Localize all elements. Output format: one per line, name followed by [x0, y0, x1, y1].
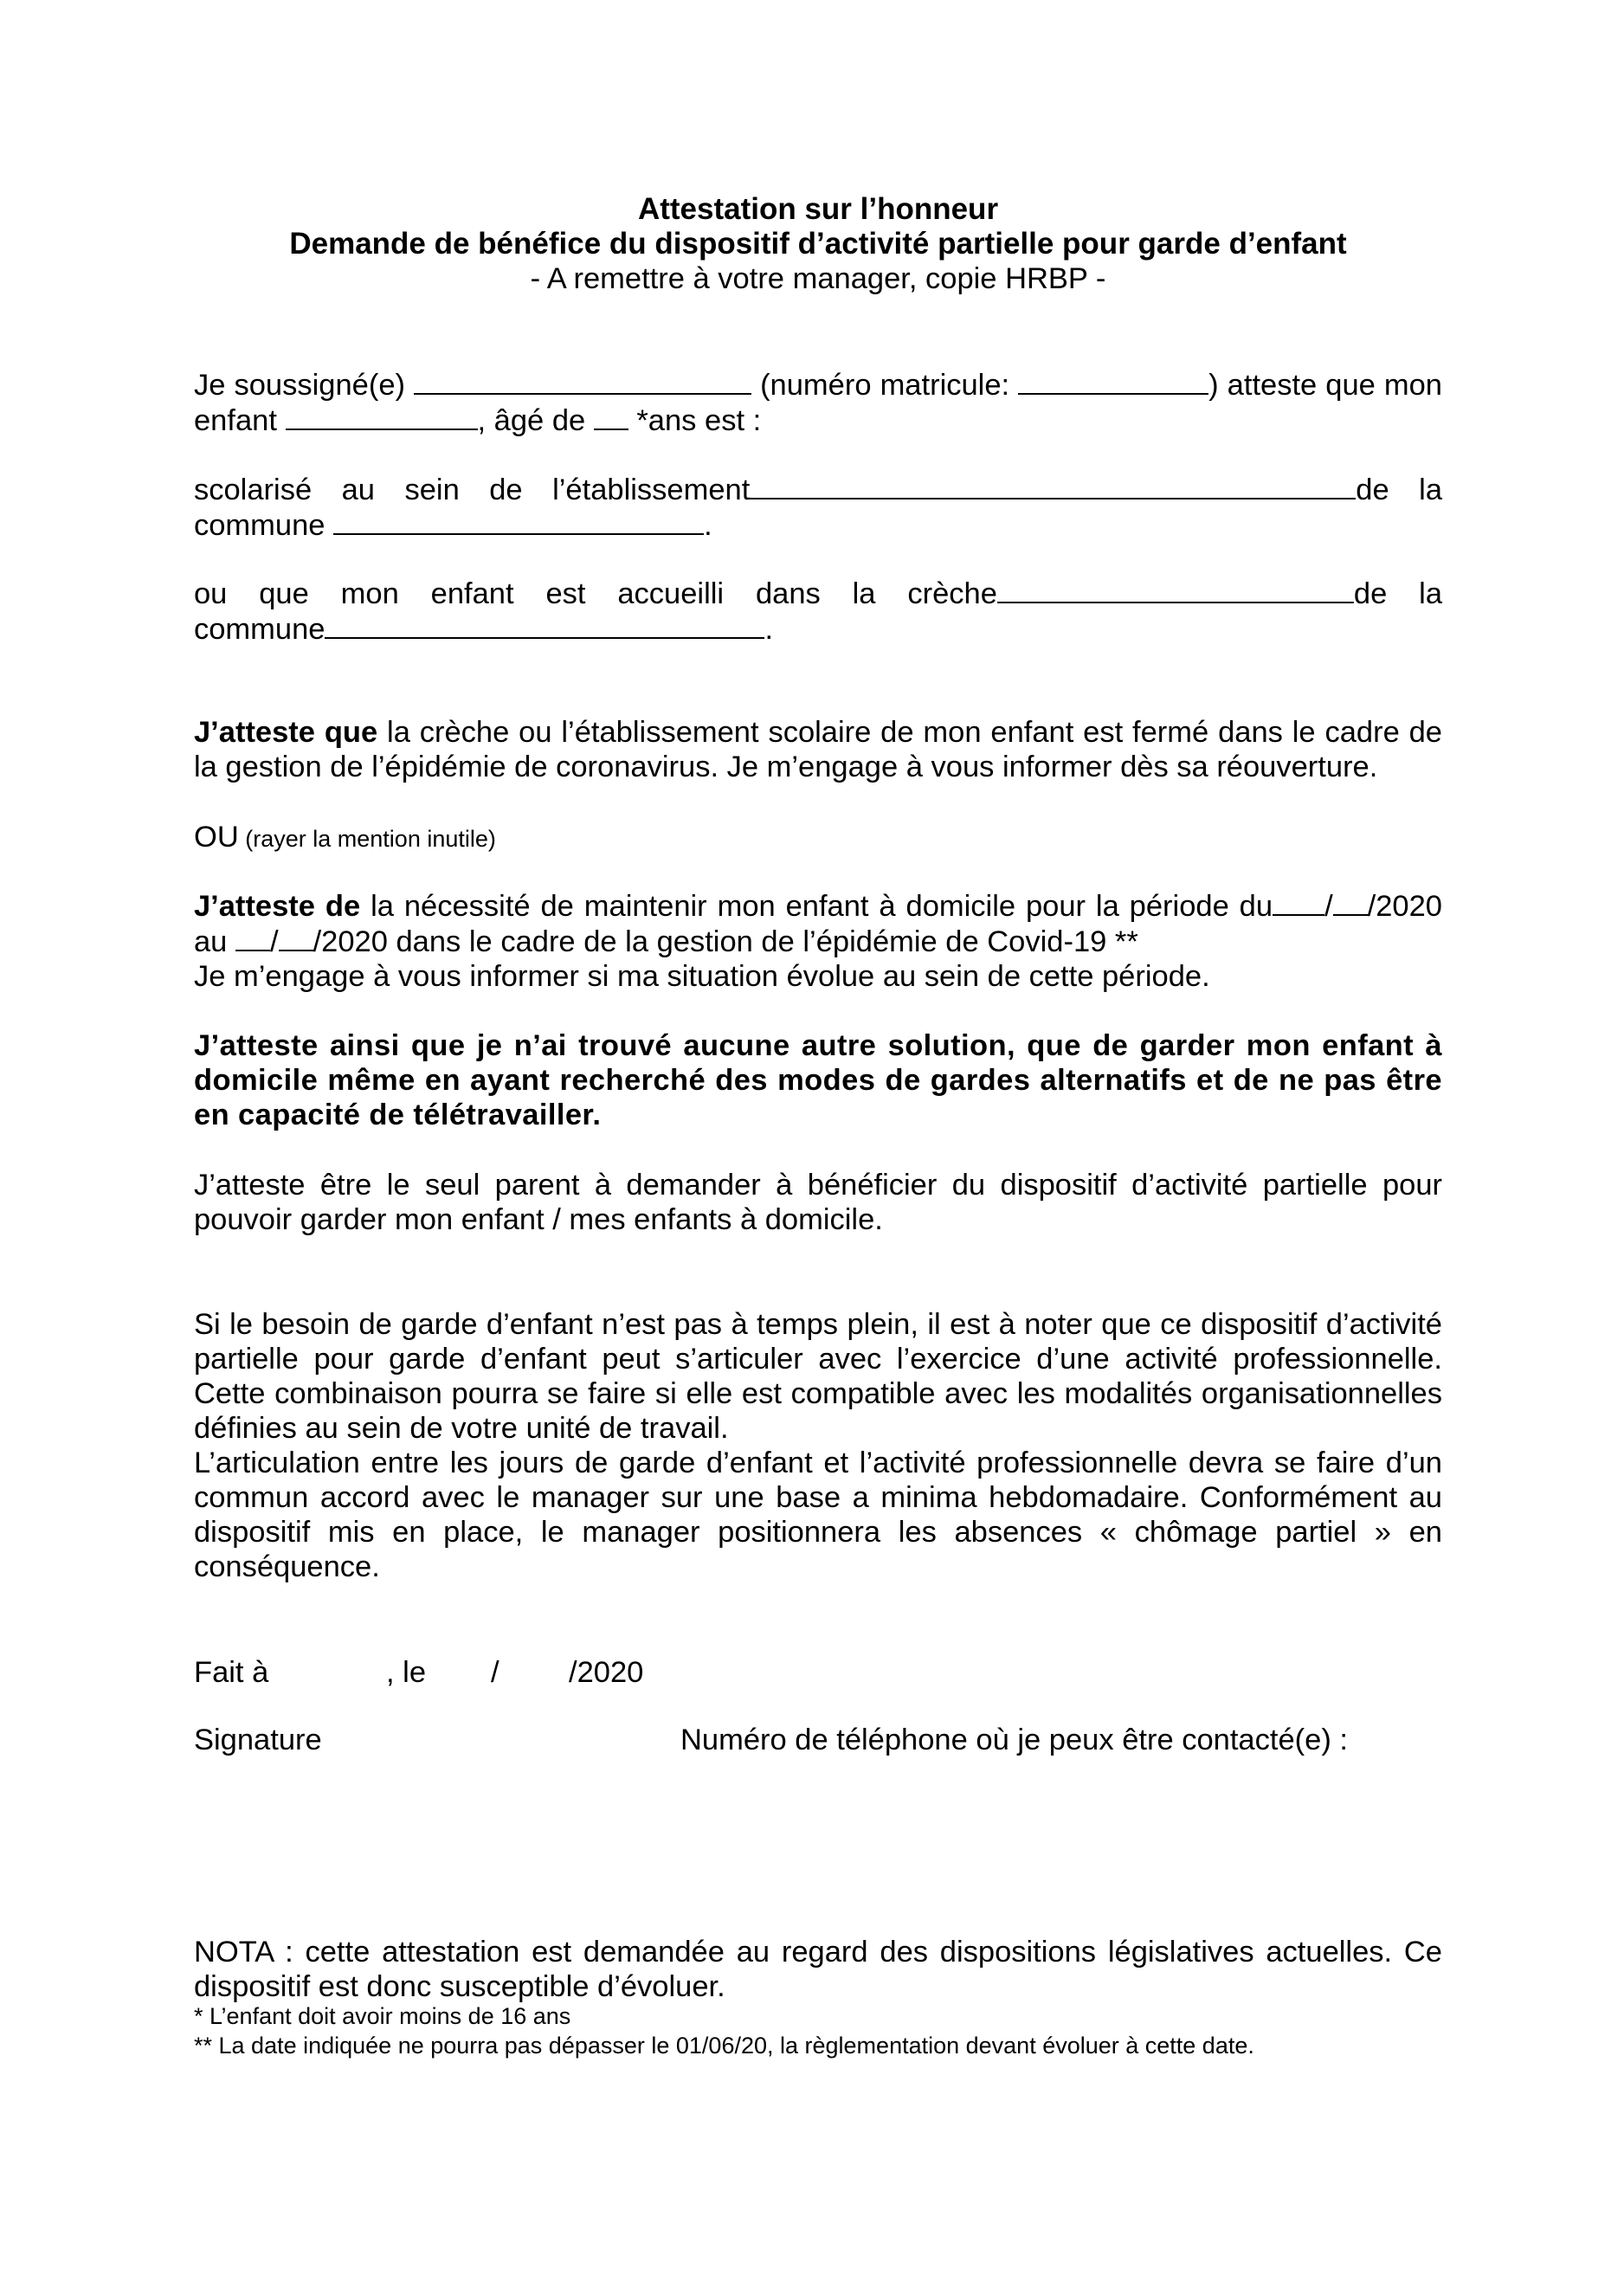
- end-day-field[interactable]: [235, 924, 270, 951]
- or-line: [194, 820, 1442, 854]
- creche-text-2: de la: [1353, 577, 1443, 610]
- end-month-field[interactable]: [279, 924, 313, 951]
- document-instruction: - A remettre à votre manager, copie HRBP -: [530, 262, 1106, 295]
- creche-name-field[interactable]: [997, 576, 1354, 603]
- necessity-paragraph: [194, 888, 1442, 994]
- school-line-2: [194, 507, 1442, 543]
- school-text-3: commune: [194, 509, 334, 542]
- or-label: OU: [194, 821, 239, 854]
- creche-text-4: .: [764, 613, 774, 646]
- identity-text-6: *ans est :: [628, 404, 762, 437]
- necessity-line-3: Je m’engage à vous informer si ma situation évolue au sein de cette période.: [194, 960, 1210, 993]
- necessity-line-2: [194, 924, 1442, 959]
- creche-line-1: [194, 576, 1442, 611]
- single-parent-paragraph: J’atteste être le seul parent à demander à bénéficier du dispositif d’activité partielle pour pouvoir garder mon enfant / mes enfants à domicile.: [194, 1169, 1442, 1236]
- identity-line-2: [194, 403, 1442, 438]
- necessity-text-1: la nécessité de maintenir mon enfant à domicile pour la période du: [360, 890, 1273, 923]
- document-title: Attestation sur l’honneur: [637, 192, 999, 226]
- start-month-field[interactable]: [1333, 888, 1368, 916]
- identity-paragraph: [194, 367, 1442, 438]
- part-time-paragraph-1: Si le besoin de garde d’enfant n’est pas à temps plein, il est à noter que ce dispositif d’activité partielle pour garde d’enfant peut s’articuler avec l’exercice d’une activité professionnelle. Cette combinaison pourra se faire si elle est compatible avec les modalités organisationnelles définies au sein de votre unité de travail.: [194, 1308, 1442, 1445]
- creche-text-3: commune: [194, 613, 325, 646]
- identity-text-4: enfant: [194, 404, 286, 437]
- necessity-slash-1: /: [1324, 890, 1333, 923]
- employee-id-field[interactable]: [1018, 367, 1208, 395]
- necessity-bold: J’atteste de: [194, 890, 361, 923]
- identity-text-5: , âgé de: [477, 404, 594, 437]
- date-year: /2020: [569, 1656, 644, 1689]
- identity-line-1: [194, 367, 1442, 403]
- date-slash: /: [491, 1656, 499, 1689]
- school-line-1: [194, 472, 1442, 507]
- footnote-2: ** La date indiquée ne pourra pas dépasser le 01/06/20, la règlementation devant évoluer à cette date.: [194, 2033, 1254, 2059]
- school-town-field[interactable]: [333, 507, 704, 535]
- identity-text-3: ) atteste que mon: [1208, 369, 1442, 402]
- creche-town-field[interactable]: [325, 611, 764, 639]
- identity-text-2: (numéro matricule:: [751, 369, 1019, 402]
- closure-paragraph: [194, 715, 1442, 784]
- creche-line-2: [194, 611, 1442, 647]
- child-age-field[interactable]: [594, 403, 628, 430]
- creche-paragraph: [194, 576, 1442, 647]
- no-solution-paragraph: J’atteste ainsi que je n’ai trouvé aucune autre solution, que de garder mon enfant à domicile même en ayant recherché des modes de gardes alternatifs et de ne pas être en capacité de télétravailler.: [194, 1029, 1442, 1131]
- part-time-paragraph-2: L’articulation entre les jours de garde d’enfant et l’activité professionnelle devra se faire d’un commun accord avec le manager sur une base a minima hebdomadaire. Conformément au dispositif mis en place, le manager positionnera les absences « chômage partiel » en conséquence.: [194, 1447, 1442, 1583]
- date-label: , le: [386, 1656, 427, 1689]
- name-field[interactable]: [414, 367, 751, 395]
- school-name-field[interactable]: [750, 472, 1356, 499]
- footnote-1: * L’enfant doit avoir moins de 16 ans: [194, 2003, 571, 2029]
- school-paragraph: [194, 472, 1442, 543]
- phone-label: Numéro de téléphone où je peux être contacté(e) :: [680, 1724, 1348, 1756]
- closure-text: la crèche ou l’établissement scolaire de mon enfant est fermé dans le cadre de la gestion de l’épidémie de coronavirus. Je m’engage à vous informer dès sa réouverture.: [194, 716, 1442, 783]
- necessity-text-6: /2020 dans le cadre de la gestion de l’épidémie de Covid-19 **: [313, 925, 1138, 958]
- start-day-field[interactable]: [1273, 888, 1324, 916]
- necessity-text-4: au: [194, 925, 235, 958]
- identity-text-1: Je soussigné(e): [194, 369, 415, 402]
- creche-text-1: ou que mon enfant est accueilli dans la crèche: [194, 577, 997, 610]
- document-subtitle: Demande de bénéfice du dispositif d’activité partielle pour garde d’enfant: [289, 227, 1347, 261]
- school-text-2: de la: [1356, 474, 1443, 506]
- child-name-field[interactable]: [286, 403, 478, 430]
- nota-paragraph: NOTA : cette attestation est demandée au regard des dispositions législatives actuelles. Ce dispositif est donc susceptible d’évoluer.: [194, 1936, 1442, 2003]
- necessity-line-1: [194, 888, 1442, 924]
- necessity-year-1: /2020: [1367, 890, 1442, 923]
- or-note: (rayer la mention inutile): [238, 826, 496, 852]
- necessity-slash-2: /: [269, 925, 279, 958]
- school-text-4: .: [704, 509, 712, 542]
- school-text-1: scolarisé au sein de l’établissement: [194, 474, 751, 506]
- closure-bold: J’atteste que: [194, 716, 378, 749]
- place-label: Fait à: [194, 1656, 269, 1689]
- signature-label: Signature: [194, 1724, 322, 1756]
